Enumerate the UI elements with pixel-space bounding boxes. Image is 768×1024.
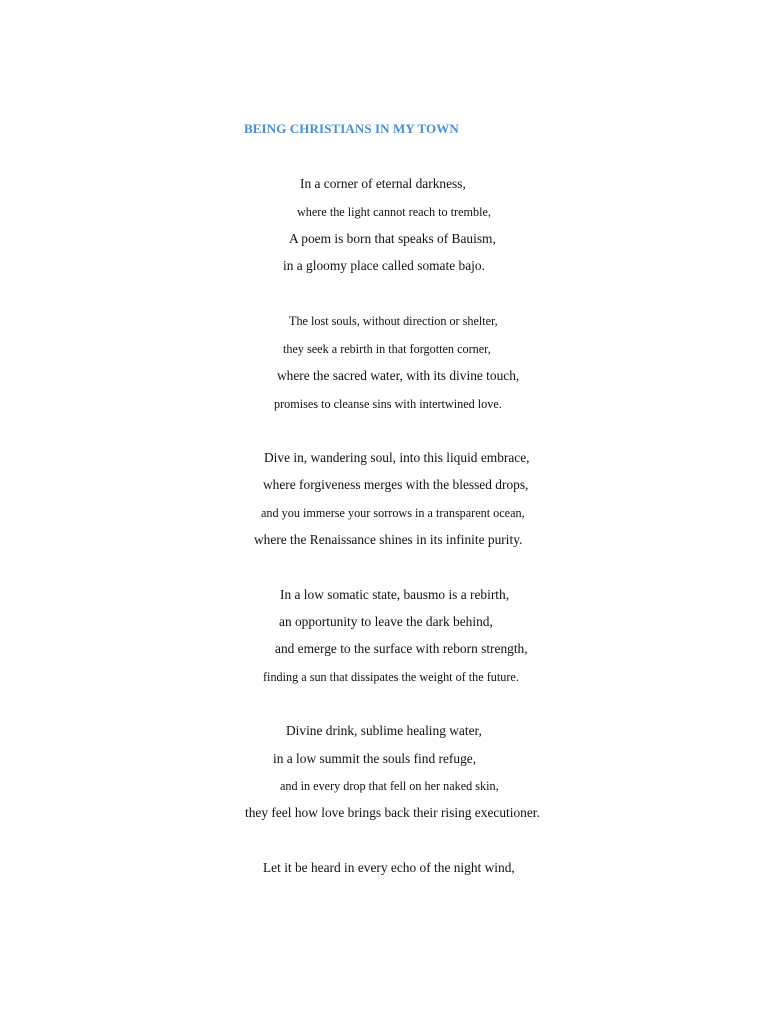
poem-line: and in every drop that fell on her naked skin, [280,779,499,793]
poem-line: where the sacred water, with its divine touch, [277,368,520,383]
poem-title: BEING CHRISTIANS IN MY TOWN [244,121,459,136]
poem-line: they seek a rebirth in that forgotten corner, [283,342,491,356]
poem-line: where the Renaissance shines in its infinite purity. [254,532,523,547]
poem-line: Divine drink, sublime healing water, [286,723,482,738]
poem-line: Dive in, wandering soul, into this liquid embrace, [264,450,530,465]
poem-line: and you immerse your sorrows in a transparent ocean, [261,506,525,520]
poem-line: an opportunity to leave the dark behind, [279,614,493,629]
poem-line: In a low somatic state, bausmo is a rebirth, [280,587,510,602]
poem-line: they feel how love brings back their rising executioner. [245,805,540,820]
poem-line: The lost souls, without direction or shelter, [289,314,498,328]
poem-line: in a low summit the souls find refuge, [273,751,477,766]
poem-line: and emerge to the surface with reborn strength, [275,641,528,656]
poem-line: finding a sun that dissipates the weight of the future. [263,670,519,684]
poem-line: A poem is born that speaks of Bauism, [289,231,496,246]
poem-line: Let it be heard in every echo of the night wind, [263,860,515,875]
poem-line: in a gloomy place called somate bajo. [283,258,485,273]
poem-line: In a corner of eternal darkness, [300,176,466,191]
poem-line: promises to cleanse sins with intertwined love. [274,397,502,411]
poem-line: where forgiveness merges with the blessed drops, [263,477,529,492]
poem-line: where the light cannot reach to tremble, [297,205,491,219]
